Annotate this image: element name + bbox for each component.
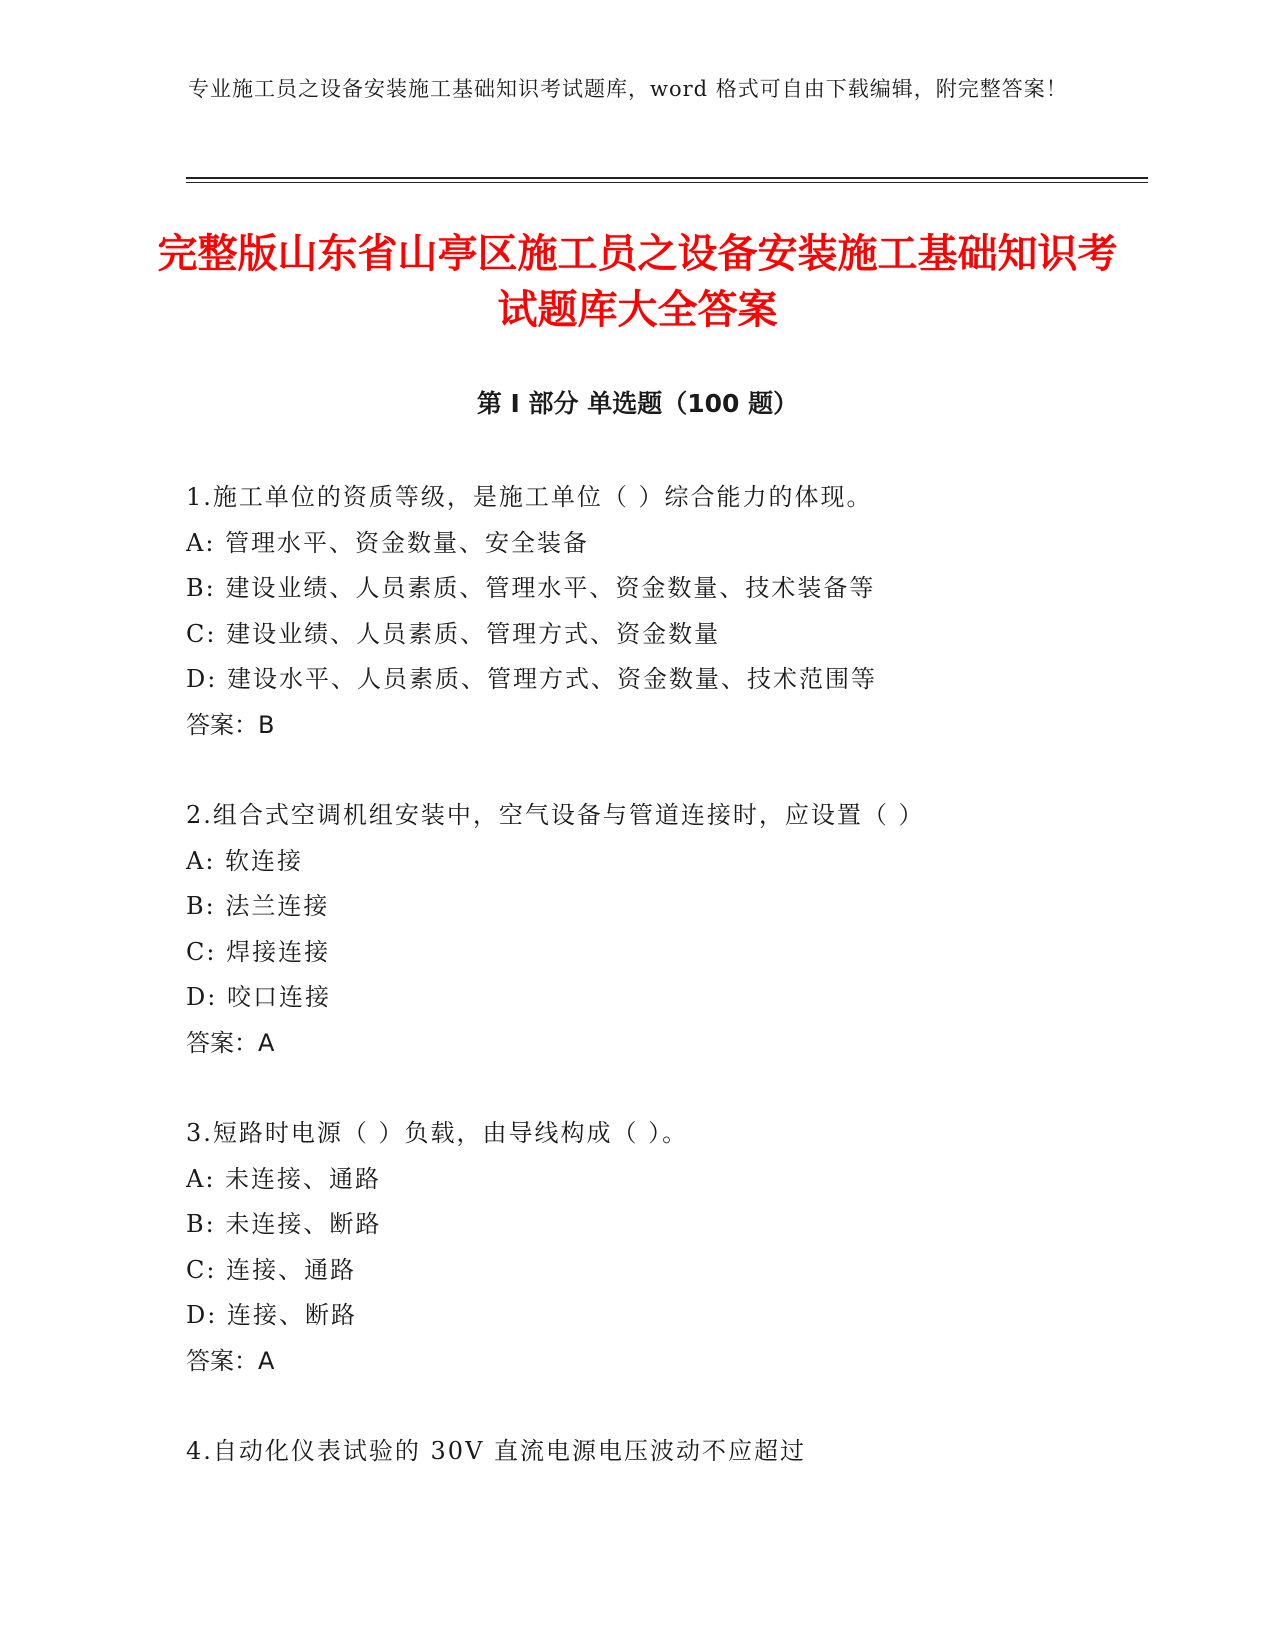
option-d: D: 咬口连接: [186, 983, 331, 1011]
option-d: D: 建设水平、人员素质、管理方式、资金数量、技术范围等: [186, 665, 877, 693]
question-list: [186, 475, 1146, 1520]
answer: 答案：A: [186, 1346, 275, 1375]
option-b: B: 法兰连接: [186, 892, 330, 920]
answer: 答案：A: [186, 1028, 275, 1057]
question-3: [186, 1111, 1146, 1384]
option-a: A: 软连接: [186, 846, 304, 875]
option-c: C: 连接、通路: [186, 1255, 357, 1284]
option-b: B: 建设业绩、人员素质、管理水平、资金数量、技术装备等: [186, 574, 876, 602]
question-2: [186, 793, 1146, 1066]
question-stem: 2.组合式空调机组安装中，空气设备与管道连接时，应设置（ ）: [186, 801, 925, 829]
option-c: C: 焊接连接: [186, 937, 331, 966]
document-title: 完整版山东省山亭区施工员之设备安装施工基础知识考试题库大全答案: [157, 231, 1118, 333]
question-stem: 4.自动化仪表试验的 30V 直流电源电压波动不应超过: [186, 1437, 807, 1465]
option-c: C: 建设业绩、人员素质、管理方式、资金数量: [186, 619, 721, 648]
option-d: D: 连接、断路: [186, 1301, 357, 1329]
option-a: A: 未连接、通路: [186, 1164, 382, 1193]
answer: 答案：B: [186, 710, 275, 739]
option-a: A: 管理水平、资金数量、安全装备: [186, 528, 590, 557]
question-1: [186, 475, 1146, 748]
header-rule-thin: [186, 182, 1148, 183]
question-stem: 1.施工单位的资质等级，是施工单位（ ）综合能力的体现。: [186, 483, 873, 511]
option-b: B: 未连接、断路: [186, 1210, 382, 1238]
question-4: [186, 1429, 1146, 1475]
header-note: 专业施工员之设备安装施工基础知识考试题库，word 格式可自由下载编辑，附完整答案！: [188, 77, 1068, 101]
question-stem: 3.短路时电源（ ）负载，由导线构成（ ）。: [186, 1119, 689, 1147]
section-title: 第 I 部分 单选题（100 题）: [476, 389, 799, 418]
header-rule-thick: [186, 177, 1148, 179]
